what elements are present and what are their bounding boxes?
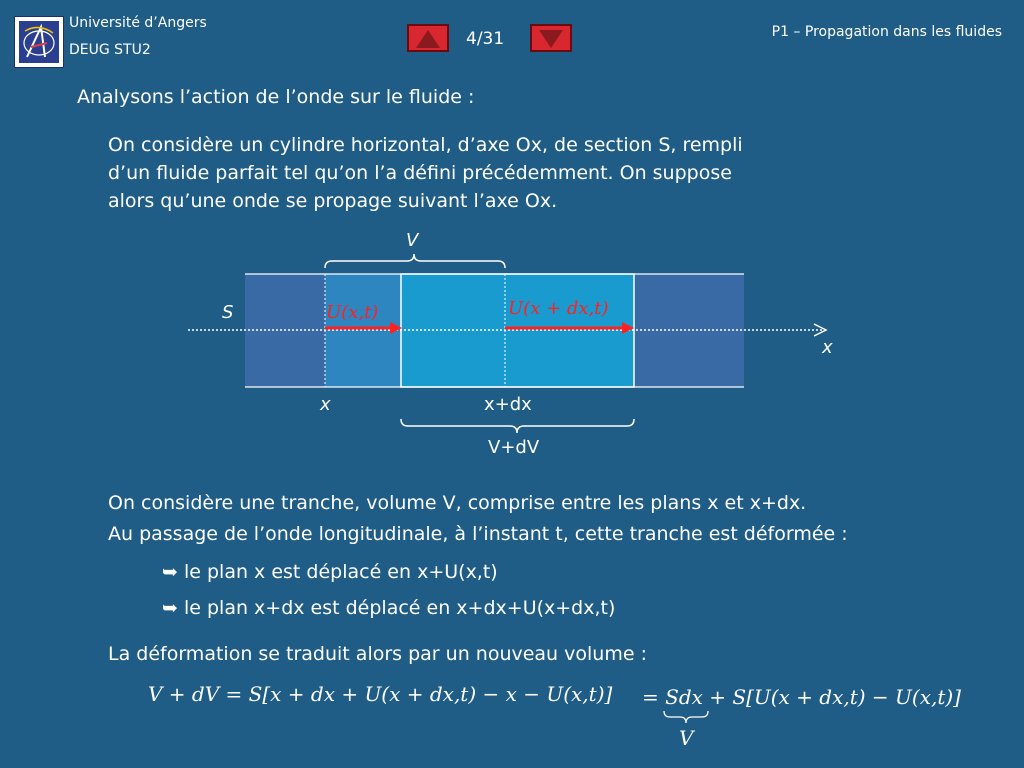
label-displacement-u2: U(x + dx,t) (508, 298, 609, 319)
arrow-bullet-icon: ➥ (162, 561, 178, 583)
paragraph-line-1: On considère un cylindre horizontal, d’axe Ox, de section S, rempli (108, 134, 743, 156)
label-section-s: S (222, 302, 234, 323)
course-name: DEUG STU2 (69, 42, 151, 58)
label-axis-x: x (822, 337, 833, 358)
body-line-1: On considère une tranche, volume V, comprise entre les plans x et x+dx. (108, 492, 807, 514)
body-line-2: Au passage de l’onde longitudinale, à l’instant t, cette tranche est déformée : (108, 523, 848, 545)
chapter-title: P1 – Propagation dans les fluides (771, 24, 1002, 40)
bullet-text-2: le plan x+dx est déplacé en x+dx+U(x+dx,t) (183, 597, 616, 619)
intro-text: Analysons l’action de l’onde sur le fluide : (77, 86, 475, 108)
label-plane-x: x (320, 394, 331, 415)
label-volume-v: V (406, 230, 419, 251)
label-volume-v-dv: V+dV (488, 437, 540, 458)
body-line-3: La déformation se traduit alors par un nouveau volume : (108, 643, 647, 665)
equation-left: V + dV = S[x + dx + U(x + dx,t) − x − U(x,t)] (148, 682, 613, 706)
paragraph-line-2: d’un fluide parfait tel qu’on l’a défini précédemment. On suppose (108, 162, 732, 184)
university-name: Université d’Angers (69, 15, 207, 31)
label-displacement-u1: U(x,t) (326, 302, 379, 323)
page-indicator: 4/31 (466, 29, 505, 49)
equation-brace-label: V (679, 726, 694, 750)
bullet-text-1: le plan x est déplacé en x+U(x,t) (183, 561, 498, 583)
equation-right: = Sdx + S[U(x + dx,t) − U(x,t)] (642, 685, 961, 709)
paragraph-line-3: alors qu’une onde se propage suivant l’axe Ox. (108, 190, 558, 212)
label-plane-x-dx: x+dx (484, 394, 532, 415)
arrow-bullet-icon: ➥ (162, 597, 178, 619)
